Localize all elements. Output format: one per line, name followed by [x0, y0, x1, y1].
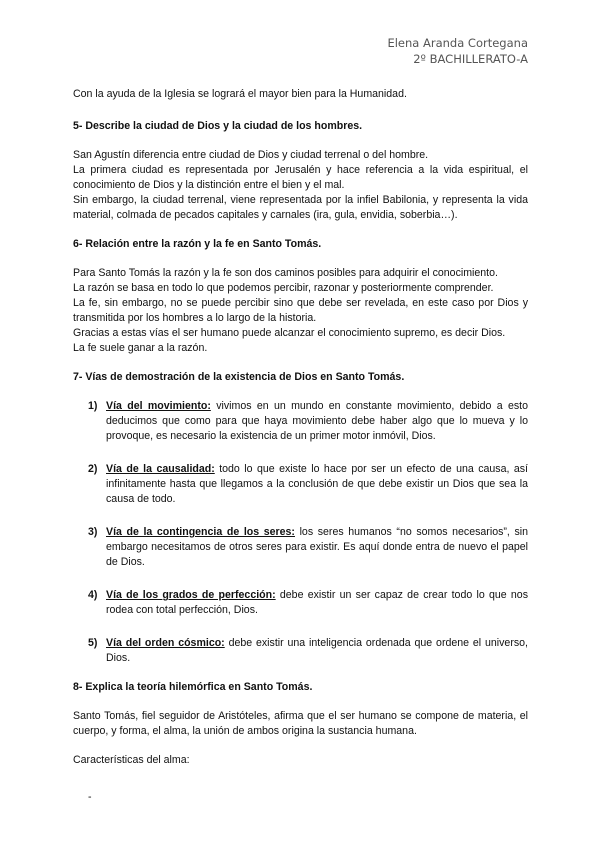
- intro-line: Con la ayuda de la Iglesia se logrará el mayor bien para la Humanidad.: [73, 88, 407, 100]
- way-term: Vía de la causalidad:: [106, 463, 215, 475]
- q8-paragraph-2: Características del alma:: [73, 754, 190, 766]
- question-5-title: 5- Describe la ciudad de Dios y la ciudad de los hombres.: [73, 120, 363, 132]
- way-number: 2): [88, 463, 98, 475]
- q6-paragraph-3: La fe, sin embargo, no se puede percibir sino que debe ser revelada, en este caso por Dios y transmitida por los hombres a lo largo de la historia.: [73, 297, 528, 324]
- question-6-title: 6- Relación entre la razón y la fe en Santo Tomás.: [73, 238, 322, 250]
- question-8-title: 8- Explica la teoría hilemórfica en Santo Tomás.: [73, 681, 313, 693]
- q5-paragraph-2: La primera ciudad es representada por Jerusalén y hace referencia a la vida espiritual, el conocimiento de Dios y la distinción entre el bien y el mal.: [73, 164, 528, 191]
- way-term: Vía de los grados de perfección:: [106, 589, 276, 601]
- way-item: [73, 588, 528, 618]
- way-item: [73, 399, 528, 444]
- document-header: [387, 35, 528, 67]
- way-term: Vía de la contingencia de los seres:: [106, 526, 295, 538]
- q6-paragraph-1: Para Santo Tomás la razón y la fe son dos caminos posibles para adquirir el conocimiento.: [73, 267, 498, 279]
- way-number: 1): [88, 400, 98, 412]
- question-7-title: 7- Vías de demostración de la existencia de Dios en Santo Tomás.: [73, 371, 405, 383]
- way-item: [73, 462, 528, 507]
- course-label: 2º BACHILLERATO-A: [413, 52, 528, 66]
- way-text: debe existir una inteligencia ordenada que ordene el universo, Dios.: [106, 637, 528, 664]
- way-item: [73, 525, 528, 570]
- way-number: 4): [88, 589, 98, 601]
- document-body: [73, 87, 528, 805]
- q5-paragraph-3: Sin embargo, la ciudad terrenal, viene representada por la infiel Babilonia, y representa la vida material, colmada de pecados capitales y carnales (ira, gula, envidia, soberbia…).: [73, 194, 528, 221]
- q8-paragraph-1: Santo Tomás, fiel seguidor de Aristóteles, afirma que el ser humano se compone de materia, el cuerpo, y forma, el alma, la unión de ambos origina la sustancia humana.: [73, 710, 528, 737]
- way-text: todo lo que existe lo hace por ser un efecto de una causa, así infinitamente hasta que llegamos a la conclusión de que debe existir un Dios que sea la causa de todo.: [106, 463, 529, 505]
- ways-list: [73, 399, 528, 666]
- way-number: 5): [88, 637, 98, 649]
- way-text: debe existir un ser capaz de crear todo lo que nos rodea con total perfección, Dios.: [106, 589, 528, 616]
- soul-features-bullet: -: [88, 791, 92, 803]
- way-term: Vía del orden cósmico:: [106, 637, 225, 649]
- author-name: Elena Aranda Cortegana: [387, 36, 528, 50]
- way-text: los seres humanos “no somos necesarios”, sin embargo necesitamos de otros seres para existir. Es aquí donde entra de nuevo el papel de Dios.: [106, 526, 529, 568]
- q5-paragraph-1: San Agustín diferencia entre ciudad de Dios y ciudad terrenal o del hombre.: [73, 149, 429, 161]
- way-item: [73, 636, 528, 666]
- q6-paragraph-5: La fe suele ganar a la razón.: [73, 342, 208, 354]
- way-number: 3): [88, 526, 98, 538]
- q6-paragraph-2: La razón se basa en todo lo que podemos percibir, razonar y posteriormente comprender.: [73, 282, 494, 294]
- way-text: vivimos en un mundo en constante movimiento, debido a esto deducimos que como para que haya movimiento debe haber algo que lo mueva y lo provoque, es necesario la existencia de un primer motor inmóvil, Dios.: [106, 400, 529, 442]
- q6-paragraph-4: Gracias a estas vías el ser humano puede alcanzar el conocimiento supremo, es decir Dios.: [73, 327, 506, 339]
- way-term: Vía del movimiento:: [106, 400, 211, 412]
